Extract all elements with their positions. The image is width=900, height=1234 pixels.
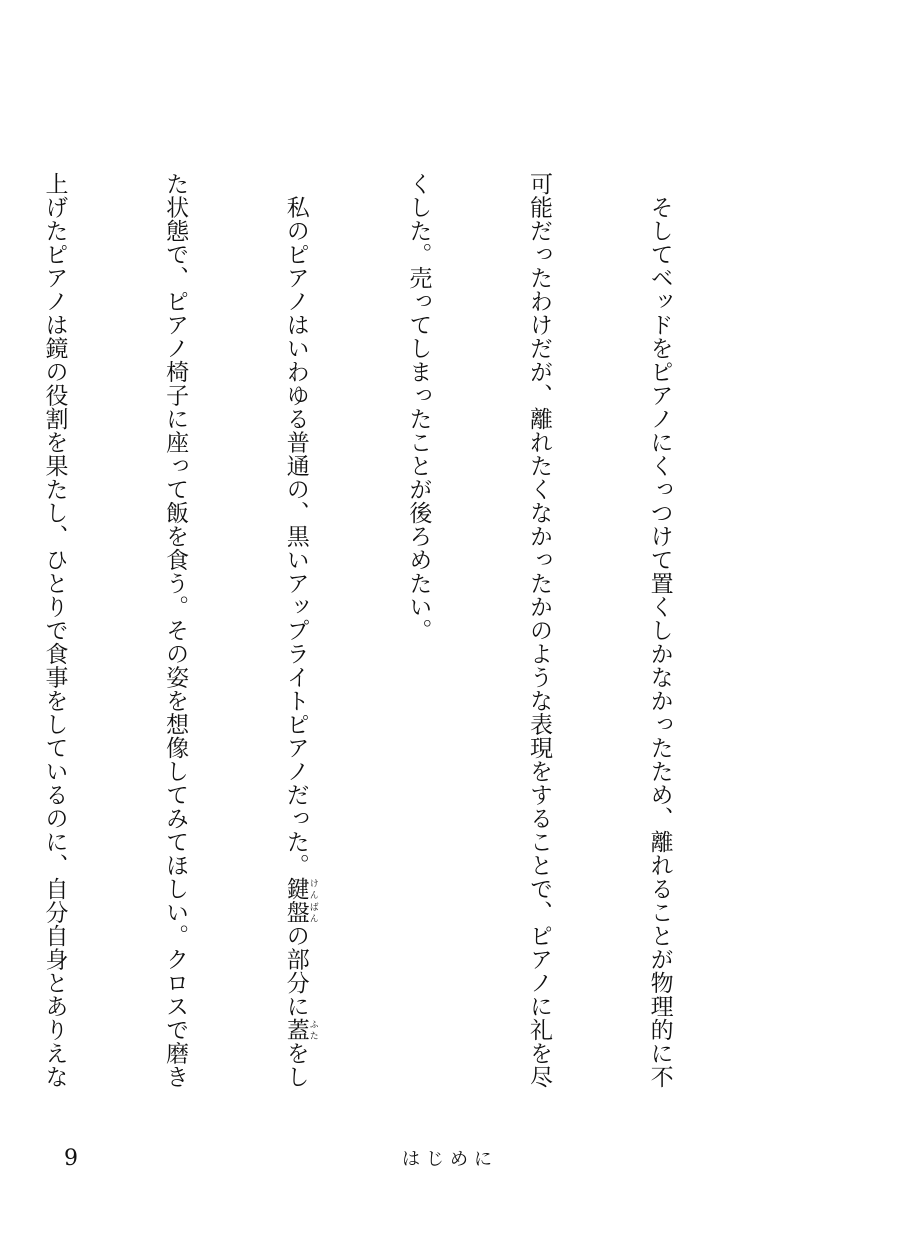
text-line-6: 上げたピアノは鏡の役割を果たし、ひとりで食事をしているのに、自分自身とありえな [41,172,68,1089]
page-number: 9 [64,1146,78,1171]
ruby-futa-reading: ふた [307,1018,318,1042]
running-title: はじめに [402,1149,498,1170]
text-line-5: た状態で、ピアノ椅子に座って飯を食う。その姿を想像してみてほしい。クロスで磨き [162,172,189,1089]
ruby-futa-base: 蓋 [282,1018,309,1042]
text-line-4-head: 私のピアノはいわゆる普通の、黒いアップライトピアノだった。 [282,172,309,877]
text-line-4-tail: をし [282,1041,309,1089]
text-line-4-mid: の部分に [282,924,309,1018]
ruby-kenban-base: 鍵盤 [282,877,309,924]
ruby-kenban-reading: けんばん [307,877,318,924]
text-line-2: 可能だったわけだが、離れたくなかったかのような表現をすることで、ピアノに礼を尽 [525,172,552,1089]
ruby-kenban [282,877,318,924]
body-text [41,172,760,1089]
text-line-4 [276,172,318,1089]
ruby-futa [282,1018,318,1042]
text-line-3: くした。売ってしまったことが後ろめたい。 [405,172,432,642]
text-line-1: そしてベッドをピアノにくっつけて置くしかなかったため、離れることが物理的に不 [646,172,673,1089]
